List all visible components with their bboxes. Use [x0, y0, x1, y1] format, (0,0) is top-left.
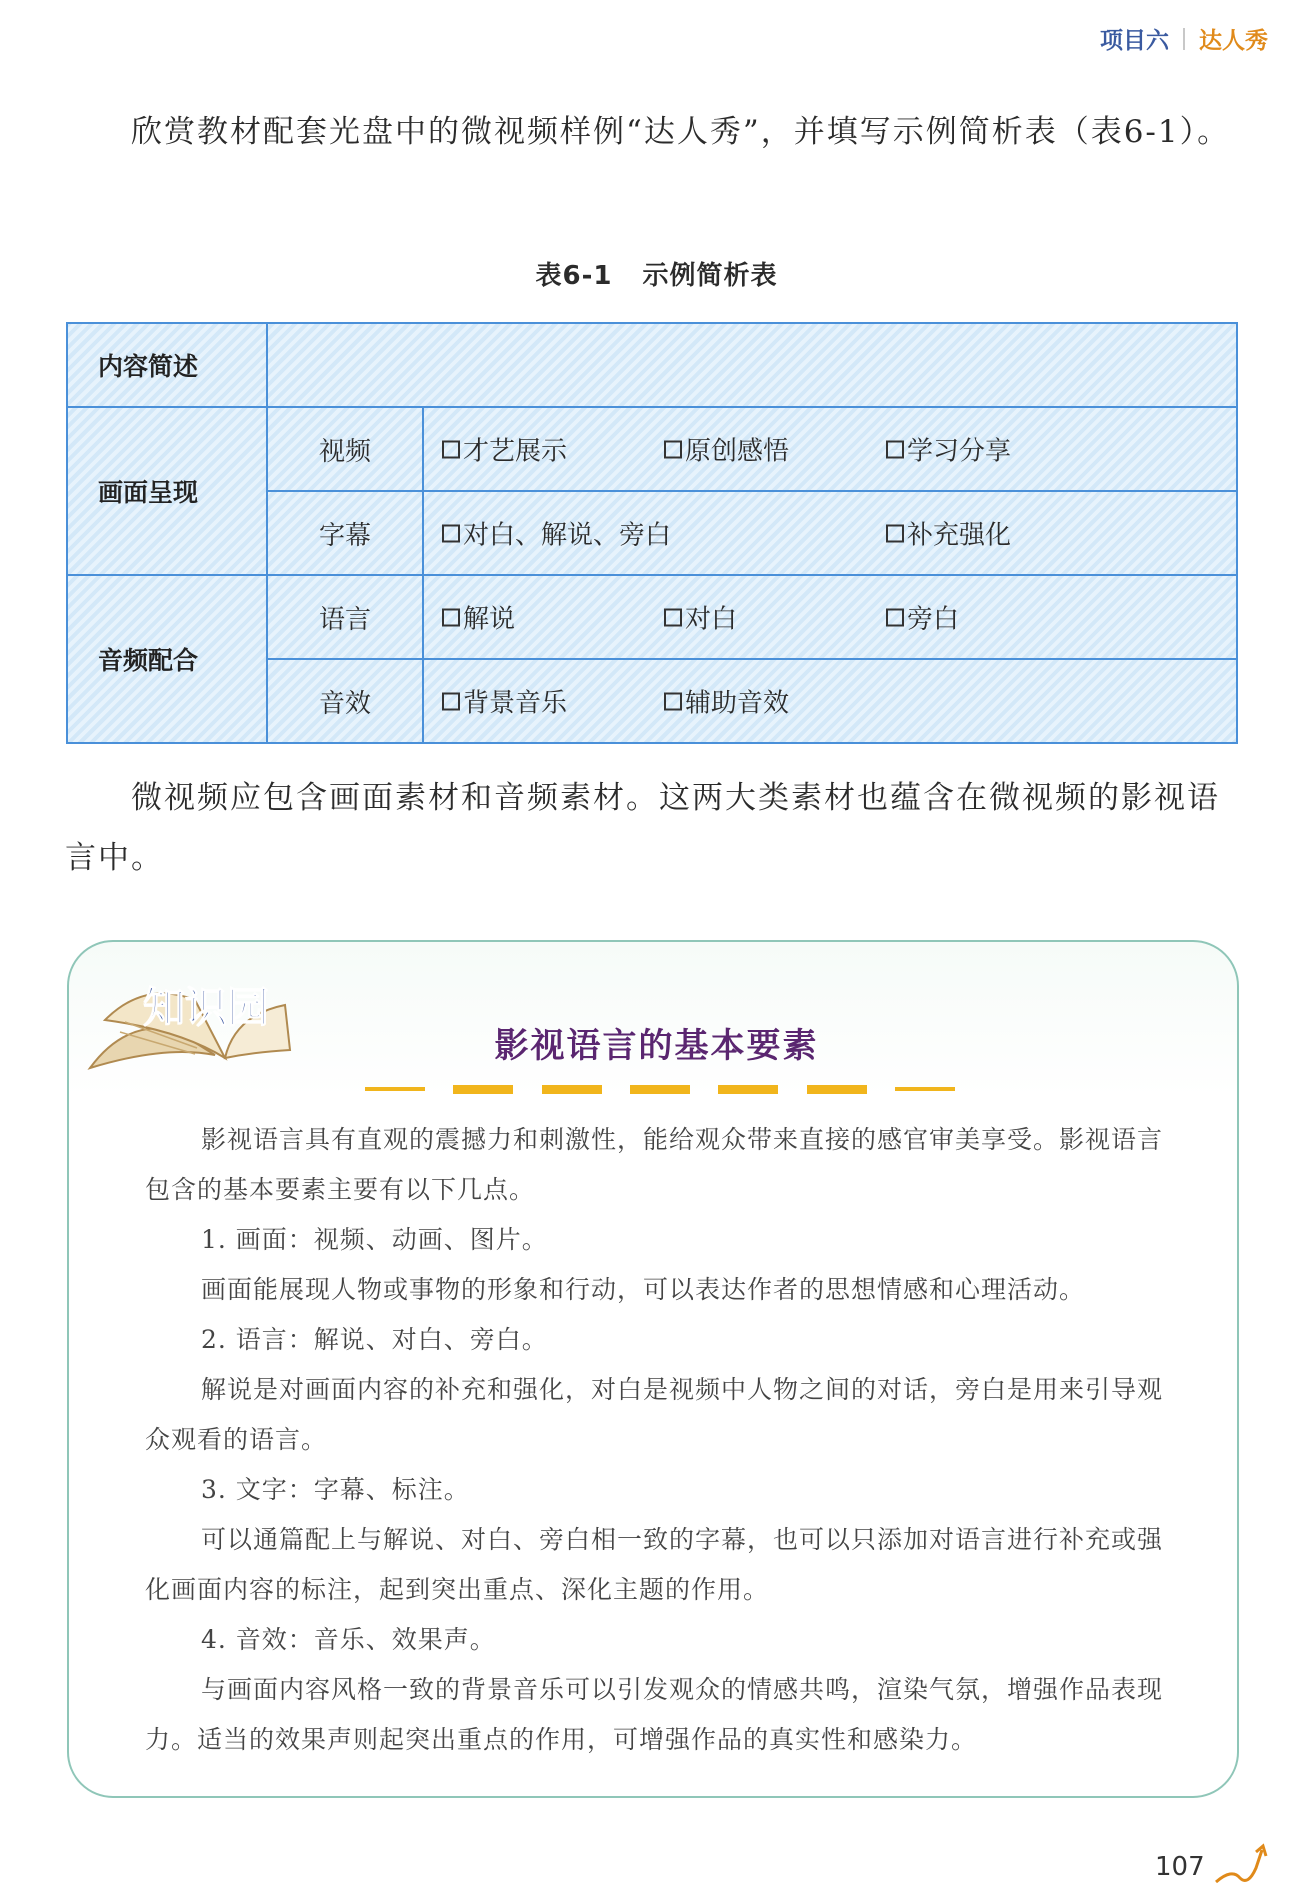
element-desc-picture: 画面能展现人物或事物的形象和行动，可以表达作者的思想情感和心理活动。 [201, 1275, 1086, 1304]
element-desc-text: 可以通篇配上与解说、对白、旁白相一致的字幕，也可以只添加对语言进行补充或强化画面内容的标注，起到突出重点、深化主题的作用。 [145, 1525, 1164, 1604]
sound-options [423, 659, 1237, 743]
subtitle-label: 字幕 [267, 491, 423, 575]
element-heading-text: 3. 文字：字幕、标注。 [201, 1475, 470, 1504]
running-header [1100, 22, 1268, 55]
language-label: 语言 [267, 575, 423, 659]
logo-text: 知识园 [143, 983, 270, 1032]
checkbox-icon[interactable] [664, 440, 682, 458]
table-caption-text: 示例简析表 [642, 261, 778, 291]
knowledge-body [145, 1115, 1165, 1765]
intro-text: 欣赏教材配套光盘中的微视频样例“达人秀”，并填写示例简析表（表6-1）。 [131, 114, 1231, 150]
underline-dash [807, 1085, 867, 1094]
element-heading-picture: 1. 画面：视频、动画、图片。 [201, 1225, 548, 1254]
underline-dash [630, 1085, 690, 1094]
checkbox-icon[interactable] [442, 440, 460, 458]
underline-dash [365, 1087, 425, 1091]
option-learning-share[interactable]: 学习分享 [886, 431, 1011, 468]
checkbox-icon[interactable] [664, 608, 682, 626]
underline-dash [718, 1085, 778, 1094]
checkbox-icon[interactable] [442, 524, 460, 542]
checkbox-icon[interactable] [442, 608, 460, 626]
sound-effect-label: 音效 [267, 659, 423, 743]
after-table-paragraph [65, 768, 1240, 888]
video-label: 视频 [267, 407, 423, 491]
content-summary-cell[interactable] [267, 323, 1237, 407]
intro-paragraph [65, 102, 1240, 162]
option-talent-show[interactable]: 才艺展示 [442, 431, 567, 468]
option-voiceover[interactable]: 旁白 [886, 599, 959, 636]
element-heading-sound: 4. 音效：音乐、效果声。 [201, 1625, 496, 1654]
option-dialogue-narration[interactable]: 对白、解说、旁白 [442, 515, 671, 552]
underline-dash [542, 1085, 602, 1094]
option-original-insight[interactable]: 原创感悟 [664, 431, 789, 468]
knowledge-title: 影视语言的基本要素 [494, 1026, 819, 1066]
analysis-table [66, 322, 1238, 744]
title-underline [365, 1083, 955, 1095]
checkbox-icon[interactable] [886, 524, 904, 542]
video-options [423, 407, 1237, 491]
table-row-content [67, 323, 1237, 407]
language-options [423, 575, 1237, 659]
checkbox-icon[interactable] [886, 608, 904, 626]
option-supplement[interactable]: 补充强化 [886, 515, 1011, 552]
option-commentary[interactable]: 解说 [442, 599, 515, 636]
option-auxiliary-sound[interactable]: 辅助音效 [664, 683, 789, 720]
checkbox-icon[interactable] [442, 692, 460, 710]
table-caption [0, 255, 1313, 292]
header-project: 项目六 [1100, 28, 1169, 54]
element-desc-language: 解说是对画面内容的补充和强化，对白是视频中人物之间的对话，旁白是用来引导观众观看的语言。 [145, 1375, 1164, 1454]
checkbox-icon[interactable] [664, 692, 682, 710]
page-swoosh-icon [1212, 1838, 1272, 1888]
checkbox-icon[interactable] [886, 440, 904, 458]
table-row-language [67, 575, 1237, 659]
page-number: 107 [1155, 1852, 1205, 1882]
picture-category-label: 画面呈现 [67, 407, 267, 575]
underline-dash [453, 1085, 513, 1094]
element-heading-language: 2. 语言：解说、对白、旁白。 [201, 1325, 548, 1354]
after-table-text: 微视频应包含画面素材和音频素材。这两大类素材也蕴含在微视频的影视语言中。 [65, 780, 1220, 876]
table-caption-number: 表6-1 [535, 261, 613, 291]
option-background-music[interactable]: 背景音乐 [442, 683, 567, 720]
knowledge-intro: 影视语言具有直观的震撼力和刺激性，能给观众带来直接的感官审美享受。影视语言包含的基本要素主要有以下几点。 [145, 1125, 1164, 1204]
subtitle-options [423, 491, 1237, 575]
header-divider [1183, 28, 1185, 50]
underline-dash [895, 1087, 955, 1091]
header-chapter: 达人秀 [1199, 28, 1268, 54]
audio-category-label: 音频配合 [67, 575, 267, 743]
content-summary-label: 内容简述 [67, 323, 267, 407]
option-dialogue[interactable]: 对白 [664, 599, 737, 636]
table-row-video [67, 407, 1237, 491]
element-desc-sound: 与画面内容风格一致的背景音乐可以引发观众的情感共鸣，渲染气氛，增强作品表现力。适当的效果声则起突出重点的作用，可增强作品的真实性和感染力。 [145, 1675, 1164, 1754]
